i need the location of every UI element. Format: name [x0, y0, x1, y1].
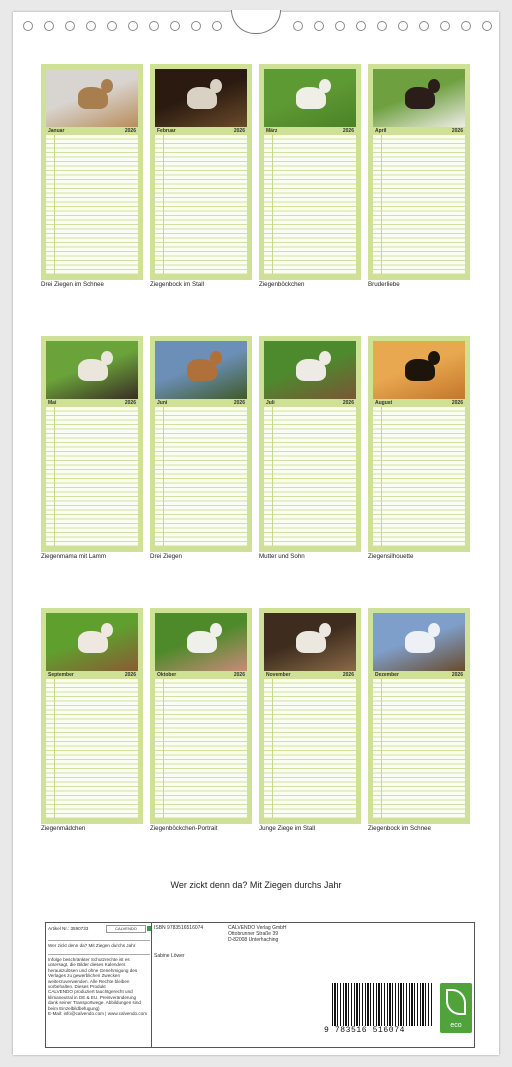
- month-name: April: [375, 128, 387, 134]
- month-photo: [373, 69, 465, 127]
- photo-subject: [319, 351, 331, 365]
- month-photo: [264, 613, 356, 671]
- month-caption: Junge Ziege im Stall: [259, 825, 316, 832]
- month-7-block: [259, 336, 361, 552]
- month-photo: [155, 613, 247, 671]
- month-photo: [373, 341, 465, 399]
- photo-subject: [319, 79, 331, 93]
- month-3-block: [259, 64, 361, 280]
- isbn-column: [154, 925, 203, 959]
- month-5-block: [41, 336, 143, 552]
- binding-hole: [212, 21, 222, 31]
- day-grid: [155, 679, 247, 818]
- isbn: ISBN 9783516516074: [154, 925, 204, 931]
- day-grid: [264, 135, 356, 274]
- binding-hole: [419, 21, 429, 31]
- author: Sabine Löwer: [154, 953, 185, 959]
- legal-line: E-Mail: info@calvendo.com | www.calvendo.com: [48, 1011, 148, 1017]
- calendar-sheet: [13, 12, 499, 1055]
- month-caption: Ziegenböckchen: [259, 281, 305, 288]
- day-grid: [46, 135, 138, 274]
- month-caption: Ziegenbock im Schnee: [368, 825, 431, 832]
- binding-hole: [44, 21, 54, 31]
- day-grid: [46, 679, 138, 818]
- month-header: [155, 399, 247, 407]
- binding-hole: [128, 21, 138, 31]
- publisher-line: CALVENDO Verlag GmbH: [228, 925, 287, 931]
- photo-subject: [101, 623, 113, 637]
- binding-hole: [191, 21, 201, 31]
- day-grid: [373, 135, 465, 274]
- month-12-block: [368, 608, 470, 824]
- month-photo: [46, 613, 138, 671]
- binding-hole: [23, 21, 33, 31]
- month-photo: [46, 341, 138, 399]
- month-year: 2026: [233, 672, 245, 678]
- month-header: [46, 127, 138, 135]
- month-10-block: [150, 608, 252, 824]
- photo-subject: [101, 351, 113, 365]
- month-year: 2026: [451, 128, 463, 134]
- binding-hole: [170, 21, 180, 31]
- logo-mark: [147, 926, 151, 931]
- month-header: [155, 127, 247, 135]
- month-caption: Drei Ziegen im Schnee: [41, 281, 104, 288]
- month-header: [46, 399, 138, 407]
- month-year: 2026: [233, 400, 245, 406]
- day-grid: [264, 679, 356, 818]
- eco-label: eco: [450, 1022, 462, 1029]
- binding-hole: [86, 21, 96, 31]
- calendar-title: Wer zickt denn da? Mit Ziegen durchs Jahr: [170, 880, 342, 890]
- month-name: Juli: [266, 400, 275, 406]
- binding-hole: [461, 21, 471, 31]
- day-grid: [155, 135, 247, 274]
- month-header: [373, 399, 465, 407]
- month-8-block: [368, 336, 470, 552]
- month-caption: Drei Ziegen: [150, 553, 182, 560]
- day-grid: [373, 679, 465, 818]
- legal-line: dank seiner Transportwege. Abbildungen sind: [48, 1000, 141, 1006]
- month-year: 2026: [342, 672, 354, 678]
- article-number: Artikel Nr.: 3590733: [48, 926, 89, 931]
- photo-subject: [428, 79, 440, 93]
- legal-line: beim Einzelbildbefugung): [48, 1005, 100, 1011]
- month-header: [46, 671, 138, 679]
- month-header: [155, 671, 247, 679]
- day-grid: [373, 407, 465, 546]
- month-year: 2026: [451, 400, 463, 406]
- month-year: 2026: [342, 400, 354, 406]
- binding-hole: [482, 21, 492, 31]
- photo-subject: [319, 623, 331, 637]
- legal-line: CALVENDO produziert tauchtgerecht und klimaneutral in DE & EU. Preisveränderung: [48, 989, 137, 1000]
- publisher-line: D-82008 Unterhaching: [228, 937, 279, 943]
- month-name: März: [266, 128, 278, 134]
- month-photo: [155, 69, 247, 127]
- publisher-address: [228, 925, 287, 943]
- publisher-line: Ottobrunner Straße 39: [228, 931, 279, 937]
- month-name: November: [266, 672, 291, 678]
- month-1-block: [41, 64, 143, 280]
- month-2-block: [150, 64, 252, 280]
- binding-hole: [293, 21, 303, 31]
- day-grid: [264, 407, 356, 546]
- legal-line: weiterzuverwenden. Alle Rechte bleiben vorbehalten. Dieses Produkt: [48, 978, 130, 990]
- binding-hole: [377, 21, 387, 31]
- photo-subject: [210, 351, 222, 365]
- binding-hole: [440, 21, 450, 31]
- month-year: 2026: [233, 128, 245, 134]
- month-caption: Ziegenböckchen-Portrait: [150, 825, 218, 832]
- month-name: Februar: [157, 128, 176, 134]
- photo-subject: [428, 623, 440, 637]
- binding-hole: [149, 21, 159, 31]
- month-header: [264, 127, 356, 135]
- month-name: Juni: [157, 400, 168, 406]
- barcode-bars: [332, 983, 432, 1027]
- month-header: [264, 399, 356, 407]
- binding-hole: [356, 21, 366, 31]
- barcode: [324, 983, 432, 1035]
- footer-panel: [45, 922, 475, 1048]
- month-4-block: [368, 64, 470, 280]
- month-name: Mai: [48, 400, 57, 406]
- month-header: [373, 127, 465, 135]
- month-name: Dezember: [375, 672, 399, 678]
- month-caption: Ziegenmädchen: [41, 825, 86, 832]
- legal-text: [48, 954, 150, 1016]
- photo-subject: [101, 79, 113, 93]
- binding-hole: [65, 21, 75, 31]
- month-photo: [264, 69, 356, 127]
- month-header: [264, 671, 356, 679]
- day-grid: [155, 407, 247, 546]
- binding-hole: [314, 21, 324, 31]
- month-photo: [373, 613, 465, 671]
- barcode-number: 9 783516 516074: [324, 1026, 434, 1035]
- month-year: 2026: [124, 672, 136, 678]
- month-name: Oktober: [157, 672, 177, 678]
- month-caption: Bruderliebe: [368, 281, 400, 288]
- month-name: September: [48, 672, 74, 678]
- month-name: Januar: [48, 128, 65, 134]
- month-year: 2026: [124, 400, 136, 406]
- month-caption: Ziegenmama mit Lamm: [41, 553, 106, 560]
- eco-badge: [440, 983, 472, 1033]
- month-year: 2026: [124, 128, 136, 134]
- footer-left-column: [46, 923, 152, 1047]
- month-caption: Mutter und Sohn: [259, 553, 305, 560]
- product-subtitle: Wer zickt denn da? Mit Ziegen durchs Jahr: [48, 940, 150, 948]
- month-photo: [46, 69, 138, 127]
- photo-subject: [210, 79, 222, 93]
- month-photo: [155, 341, 247, 399]
- day-grid: [46, 407, 138, 546]
- month-photo: [264, 341, 356, 399]
- binding-hole: [107, 21, 117, 31]
- photo-subject: [210, 623, 222, 637]
- photo-subject: [428, 351, 440, 365]
- month-11-block: [259, 608, 361, 824]
- leaf-icon: [446, 989, 466, 1015]
- month-name: August: [375, 400, 393, 406]
- month-year: 2026: [451, 672, 463, 678]
- month-6-block: [150, 336, 252, 552]
- legal-line: Infolge beschränkter Schutzrechte ist es untersagt, die Bilder dieses Kalenders herauszulösen und ohne Genehmigung des Verlages zu gewerblichen Zwecken: [48, 957, 138, 979]
- binding-hole: [335, 21, 345, 31]
- month-header: [373, 671, 465, 679]
- month-caption: Ziegensilhouette: [368, 553, 414, 560]
- binding-hole: [398, 21, 408, 31]
- month-9-block: [41, 608, 143, 824]
- month-year: 2026: [342, 128, 354, 134]
- month-caption: Ziegenbock im Stall: [150, 281, 204, 288]
- calvendo-logo: CALVENDO: [106, 925, 146, 933]
